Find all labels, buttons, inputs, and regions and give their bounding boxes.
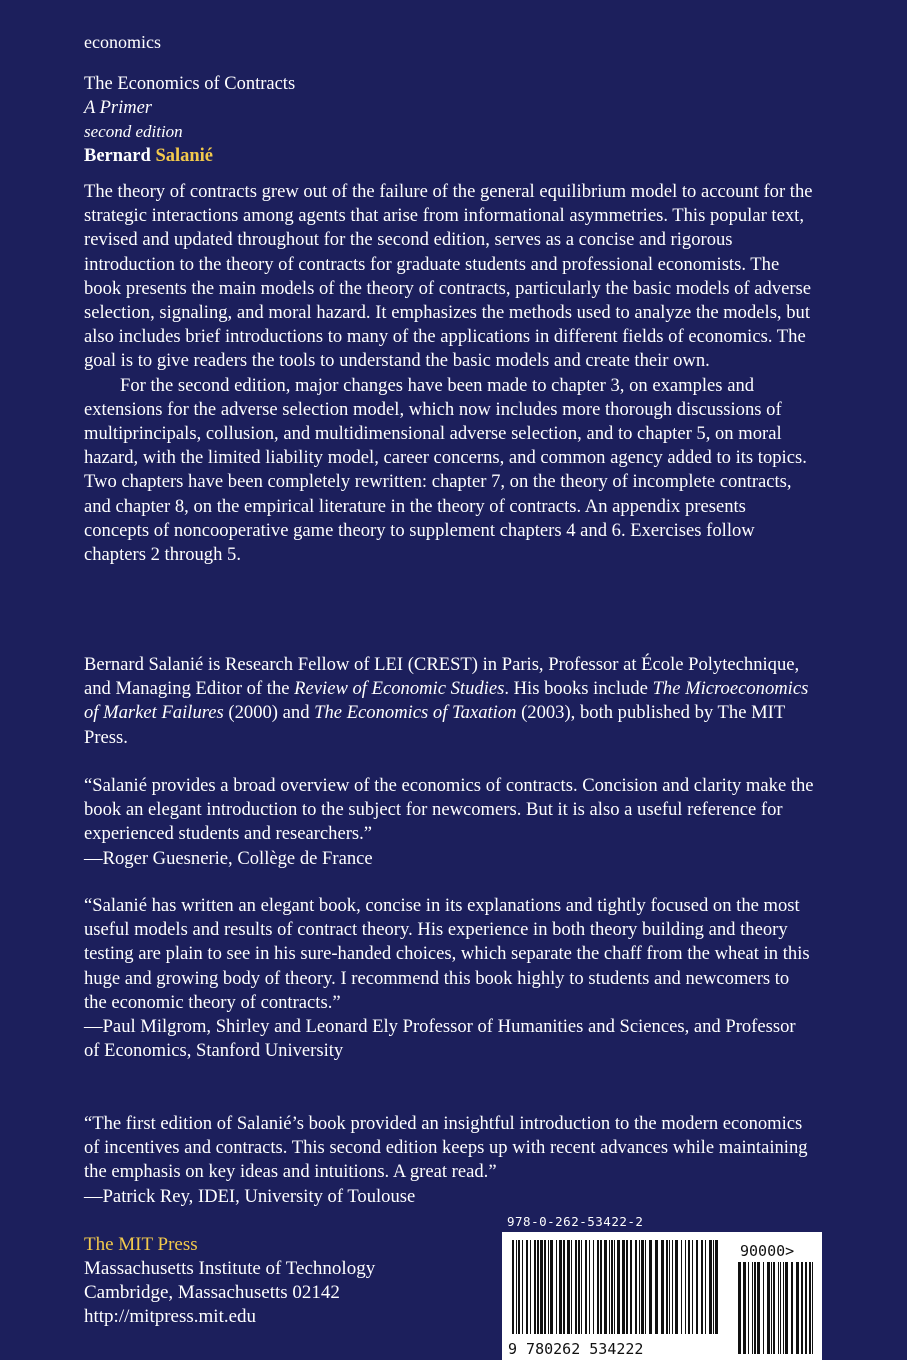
barcode-bar [641, 1240, 644, 1334]
barcode-bar [669, 1240, 670, 1334]
barcode-bar [611, 1240, 613, 1334]
quote-text: “The first edition of Salanié’s book provided an insightful introduction to the modern economics of incentives and contracts. This second edition keeps up with recent advances while maintaining the emphasis on key ideas and intuitions. A great read.” [84, 1113, 808, 1183]
barcode-bar [556, 1240, 557, 1334]
book-subtitle: A Primer [84, 98, 153, 118]
barcode-bar [534, 1240, 536, 1334]
book-description [84, 180, 814, 567]
barcode-bar [540, 1240, 543, 1334]
barcode-bar [672, 1240, 673, 1334]
author-last-name: Salanié [155, 146, 214, 166]
review-quote [84, 774, 814, 871]
barcode-bar [675, 1240, 678, 1334]
barcode-graphic [502, 1232, 822, 1360]
barcode-bar [516, 1240, 517, 1334]
description-paragraph-1: The theory of contracts grew out of the failure of the general equilibrium model to account for the strategic interactions among agents that arise from informational asymmetries. This popular text, revised and updated throughout for the second edition, serves as a concise and rigorous introduction to the theory of contracts for graduate students and professional economists. The book presents the main models of the theory of contracts, particularly the basic models of adverse selection, signaling, and moral hazard. It emphasizes the methods used to analyze the models, but also includes brief introductions to many of the applications in different fields of economics. The goal is to give readers the tools to understand the basic models and create their own. [84, 181, 813, 372]
barcode-bar [780, 1262, 781, 1354]
barcode-addon-digits: 90000> [740, 1242, 795, 1260]
barcode-bar [809, 1262, 811, 1354]
barcode-bar [767, 1262, 770, 1354]
category-label: economics [84, 32, 161, 52]
publisher-block [84, 1233, 375, 1329]
barcode-bar [575, 1240, 577, 1334]
book-title: The Economics of Contracts [84, 74, 296, 94]
barcode-bar [649, 1240, 652, 1334]
barcode-bar [571, 1240, 572, 1334]
barcode-bar [512, 1240, 514, 1334]
barcode-bar [585, 1240, 587, 1334]
barcode-bar [688, 1240, 690, 1334]
barcode-bar [748, 1262, 749, 1354]
barcode-bar [639, 1240, 640, 1334]
barcode-bar [752, 1262, 753, 1354]
barcode-bar [713, 1240, 714, 1334]
quote-attribution: —Paul Milgrom, Shirley and Leonard Ely Professor of Humanities and Sciences, and Professor of Economics, Stanford University [84, 1016, 796, 1062]
barcode-bar [593, 1240, 594, 1334]
barcode-bar [757, 1262, 760, 1354]
isbn-label: 978-0-262-53422-2 [507, 1214, 644, 1229]
barcode-bar [778, 1262, 779, 1354]
barcode-bar [609, 1240, 610, 1334]
barcode-bar [626, 1240, 628, 1334]
barcode-bar [773, 1262, 775, 1354]
author-first-name: Bernard [84, 146, 151, 166]
barcode-bar [563, 1240, 565, 1334]
barcode-bar [791, 1262, 793, 1354]
barcode-bar [589, 1240, 590, 1334]
quote-text: “Salanié has written an elegant book, concise in its explanations and tightly focused on the most useful models and results of contract theory. His experience in both theory building and theory testing are plain to see in his sure-handed choices, which separate the chaff from the wheat in this huge and growing body of theory. I recommend this book highly to students and newcomers to the economic theory of contracts.” [84, 895, 810, 1013]
author-bio [84, 653, 814, 750]
barcode-bar [614, 1240, 615, 1334]
publisher-address-line-1: Massachusetts Institute of Technology [84, 1258, 376, 1279]
book-author [84, 144, 295, 168]
barcode-bar [754, 1262, 756, 1354]
barcode-bar [801, 1262, 803, 1354]
publisher-address-line-2: Cambridge, Massachusetts 02142 [84, 1282, 340, 1303]
barcode-bar [518, 1240, 520, 1334]
barcode-bar [655, 1240, 658, 1334]
barcode-bar [701, 1240, 703, 1334]
barcode-bar [548, 1240, 549, 1334]
barcode-bar [578, 1240, 580, 1334]
barcode-bar [604, 1240, 607, 1334]
barcode-bar [763, 1262, 764, 1354]
barcode-main-digits: 9 780262 534222 [508, 1340, 644, 1358]
barcode-bar [705, 1240, 706, 1334]
barcode-bar [581, 1240, 582, 1334]
barcode-bar [692, 1240, 693, 1334]
barcode-bar [812, 1262, 813, 1354]
barcode-bar [661, 1240, 664, 1334]
barcode-bar [715, 1240, 718, 1334]
barcode-bar [597, 1240, 599, 1334]
barcode-bar [544, 1240, 546, 1334]
barcode-bar [537, 1240, 539, 1334]
barcode-bar [783, 1262, 784, 1354]
barcode-bar [617, 1240, 620, 1334]
quote-attribution: —Patrick Rey, IDEI, University of Toulouse [84, 1185, 416, 1207]
barcode-bars-addon [738, 1262, 813, 1354]
barcode-bar [805, 1262, 807, 1354]
quote-text: “Salanié provides a broad overview of the economics of contracts. Concision and clarity make the book an elegant introduction to the subject for newcomers. But it is also a useful reference for experienced students and researchers.” [84, 775, 814, 845]
bio-text: (2000) and [223, 702, 315, 724]
barcode-bar [785, 1262, 788, 1354]
barcode-bar [738, 1262, 741, 1354]
bio-journal: Review of Economic Studies [294, 678, 505, 700]
barcode-bar [743, 1262, 746, 1354]
review-quote [84, 894, 814, 1063]
barcode-bar [526, 1240, 528, 1334]
publisher-url: http://mitpress.mit.edu [84, 1306, 257, 1327]
bio-book-title: The Microeconomics of Market Failures [84, 678, 809, 724]
barcode-bar [681, 1240, 682, 1334]
bio-book-title: The Economics of Taxation [314, 702, 517, 724]
barcode-bar [666, 1240, 668, 1334]
review-quote [84, 1112, 814, 1209]
barcode-bar [696, 1240, 698, 1334]
barcode-bar [685, 1240, 686, 1334]
description-paragraph-2: For the second edition, major changes have been made to chapter 3, on examples and extensions for the adverse selection model, which now includes more thorough discussions of multiprincipals, collusion, and multidimensional adverse selection, and to chapter 5, on moral hazard, with the limited liability model, career concerns, and common agency added to its topics. Two chapters have been completely rewritten: chapter 7, on the theory of incomplete contracts, and chapter 8, on the empirical literature in the theory of contracts. An appendix presents concepts of noncooperative game theory to supplement chapters 4 and 6. Exercises follow chapters 2 through 5. [84, 374, 807, 566]
bio-text: Bernard Salanié is Research Fellow of LEI (CREST) in Paris, Professor at École Polytechnique, and Managing Editor of the [84, 654, 800, 700]
barcode-bar [796, 1262, 799, 1354]
publisher-name: The MIT Press [84, 1234, 198, 1255]
barcode-bar [567, 1240, 570, 1334]
bio-text: . His books include [504, 678, 653, 700]
barcode-bars-main [512, 1240, 718, 1334]
barcode [502, 1232, 822, 1360]
barcode-bar [635, 1240, 637, 1334]
book-edition: second edition [84, 122, 183, 141]
barcode-bar [630, 1240, 632, 1334]
barcode-bar [622, 1240, 625, 1334]
barcode-bar [771, 1262, 772, 1354]
bio-text: (2003), both published by The MIT Press. [84, 702, 785, 748]
barcode-bar [530, 1240, 531, 1334]
quote-attribution: —Roger Guesnerie, Collège de France [84, 847, 373, 869]
barcode-bar [550, 1240, 553, 1334]
barcode-bar [522, 1240, 523, 1334]
barcode-bar [709, 1240, 712, 1334]
title-block [84, 72, 295, 168]
barcode-bar [600, 1240, 602, 1334]
barcode-bar [645, 1240, 646, 1334]
barcode-bar [559, 1240, 562, 1334]
